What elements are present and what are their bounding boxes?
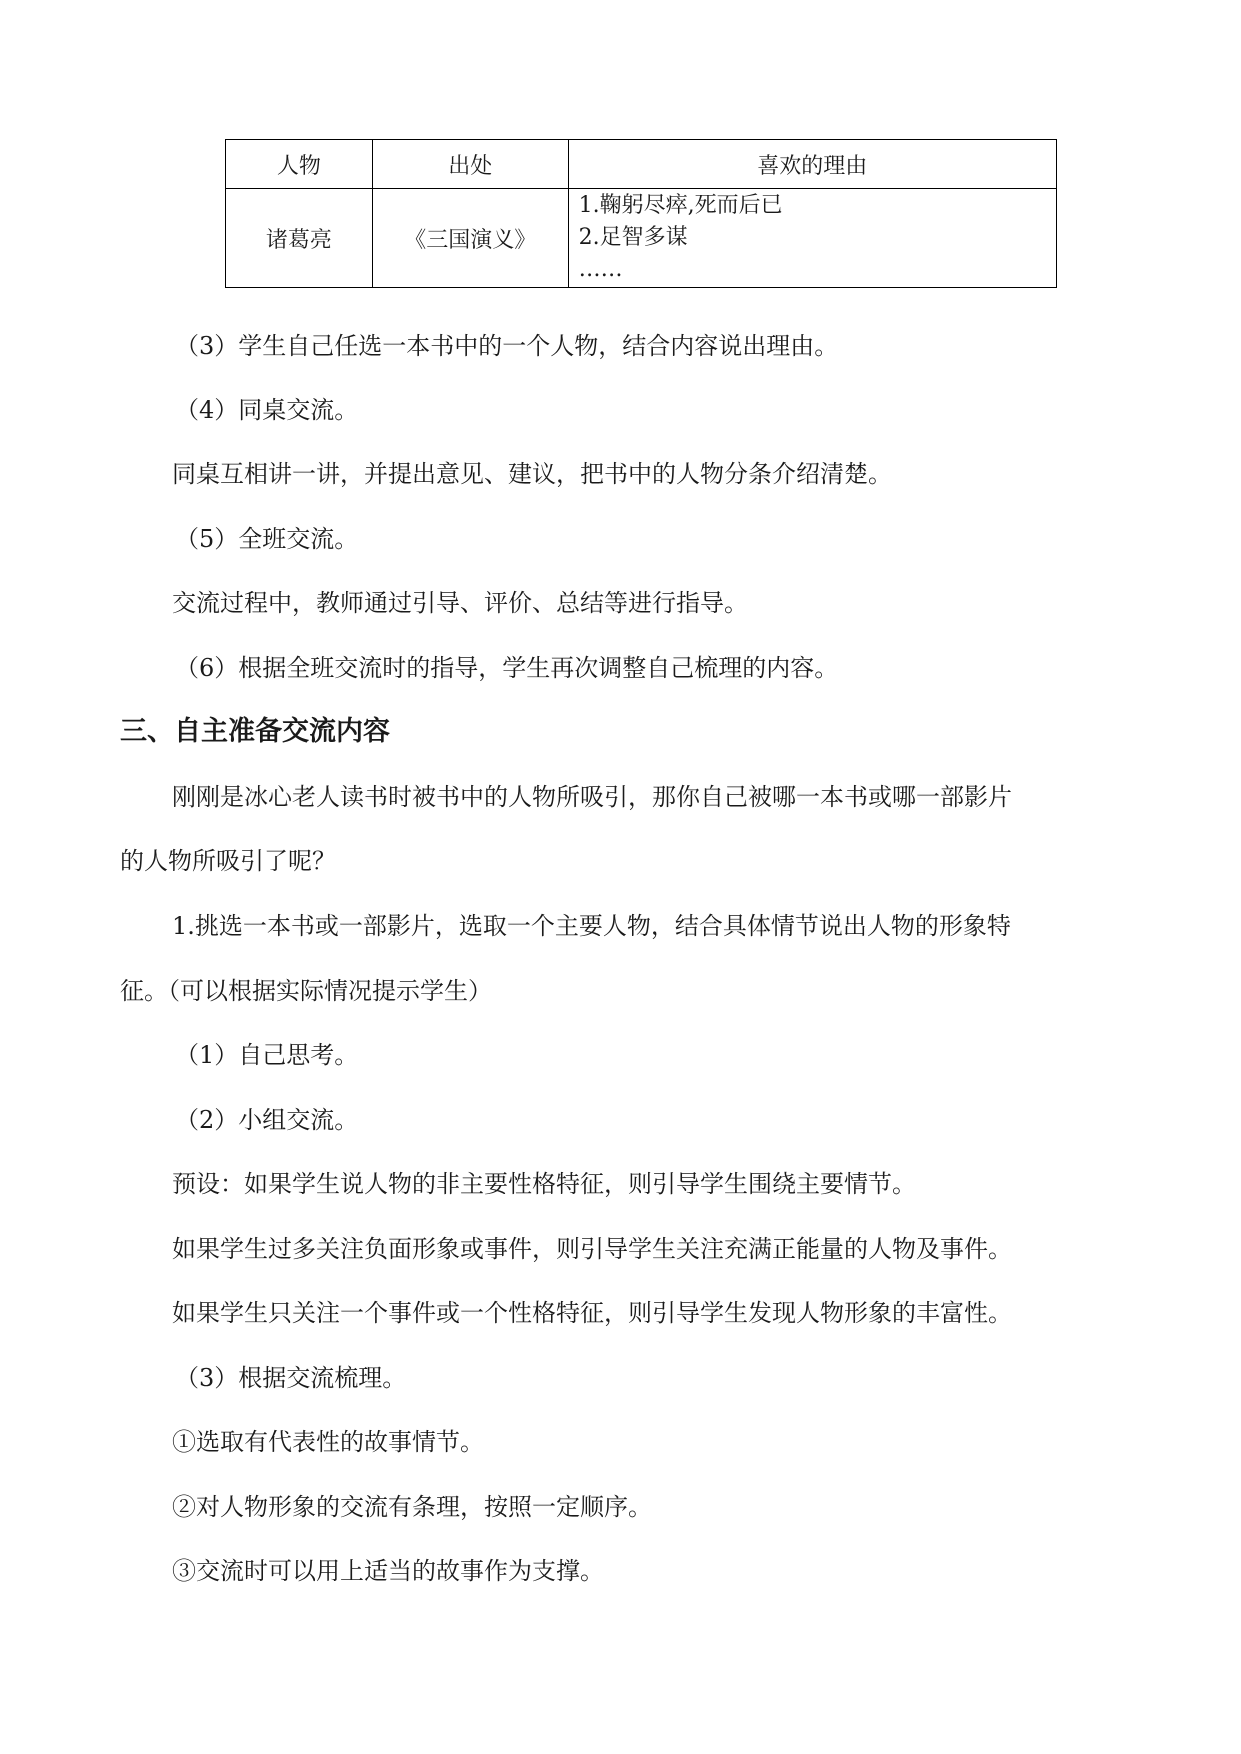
paragraph: （6）根据全班交流时的指导，学生再次调整自己梳理的内容。 xyxy=(175,654,839,682)
paragraph: （4）同桌交流。 xyxy=(175,396,359,424)
paragraph: （3）学生自己任选一本书中的一个人物，结合内容说出理由。 xyxy=(175,332,839,360)
section-heading: 三、自主准备交流内容 xyxy=(120,716,390,747)
header-source: 出处 xyxy=(372,140,568,189)
cell-source: 《三国演义》 xyxy=(372,189,568,288)
paragraph: ①选取有代表性的故事情节。 xyxy=(172,1428,484,1456)
paragraph: （2）小组交流。 xyxy=(175,1106,359,1134)
paragraph: （3）根据交流梳理。 xyxy=(175,1364,407,1392)
paragraph: 刚刚是冰心老人读书时被书中的人物所吸引，那你自己被哪一本书或哪一部影片 xyxy=(172,783,1012,811)
paragraph: 交流过程中，教师通过引导、评价、总结等进行指导。 xyxy=(172,589,748,617)
reason-item: …… xyxy=(578,257,623,282)
header-character: 人物 xyxy=(226,140,373,189)
paragraph: 如果学生过多关注负面形象或事件，则引导学生关注充满正能量的人物及事件。 xyxy=(172,1235,1012,1263)
table-row xyxy=(226,189,1057,288)
paragraph: ③交流时可以用上适当的故事作为支撑。 xyxy=(172,1557,604,1585)
character-table xyxy=(225,139,1057,288)
header-reasons: 喜欢的理由 xyxy=(568,140,1056,189)
reason-item: 1.鞠躬尽瘁,死而后已 xyxy=(578,193,783,218)
paragraph: （5）全班交流。 xyxy=(175,525,359,553)
cell-reasons xyxy=(568,189,1056,288)
paragraph: 的人物所吸引了呢？ xyxy=(120,847,336,875)
paragraph: 征。（可以根据实际情况提示学生） xyxy=(120,977,492,1005)
paragraph: 预设：如果学生说人物的非主要性格特征，则引导学生围绕主要情节。 xyxy=(172,1170,916,1198)
paragraph: （1）自己思考。 xyxy=(175,1041,359,1069)
paragraph: 如果学生只关注一个事件或一个性格特征，则引导学生发现人物形象的丰富性。 xyxy=(172,1299,1012,1327)
paragraph: 同桌互相讲一讲，并提出意见、建议，把书中的人物分条介绍清楚。 xyxy=(172,460,892,488)
reason-item: 2.足智多谋 xyxy=(578,225,688,250)
cell-character: 诸葛亮 xyxy=(226,189,373,288)
table-header-row xyxy=(226,140,1057,189)
paragraph: 1.挑选一本书或一部影片，选取一个主要人物，结合具体情节说出人物的形象特 xyxy=(172,912,1011,940)
paragraph: ②对人物形象的交流有条理，按照一定顺序。 xyxy=(172,1493,652,1521)
